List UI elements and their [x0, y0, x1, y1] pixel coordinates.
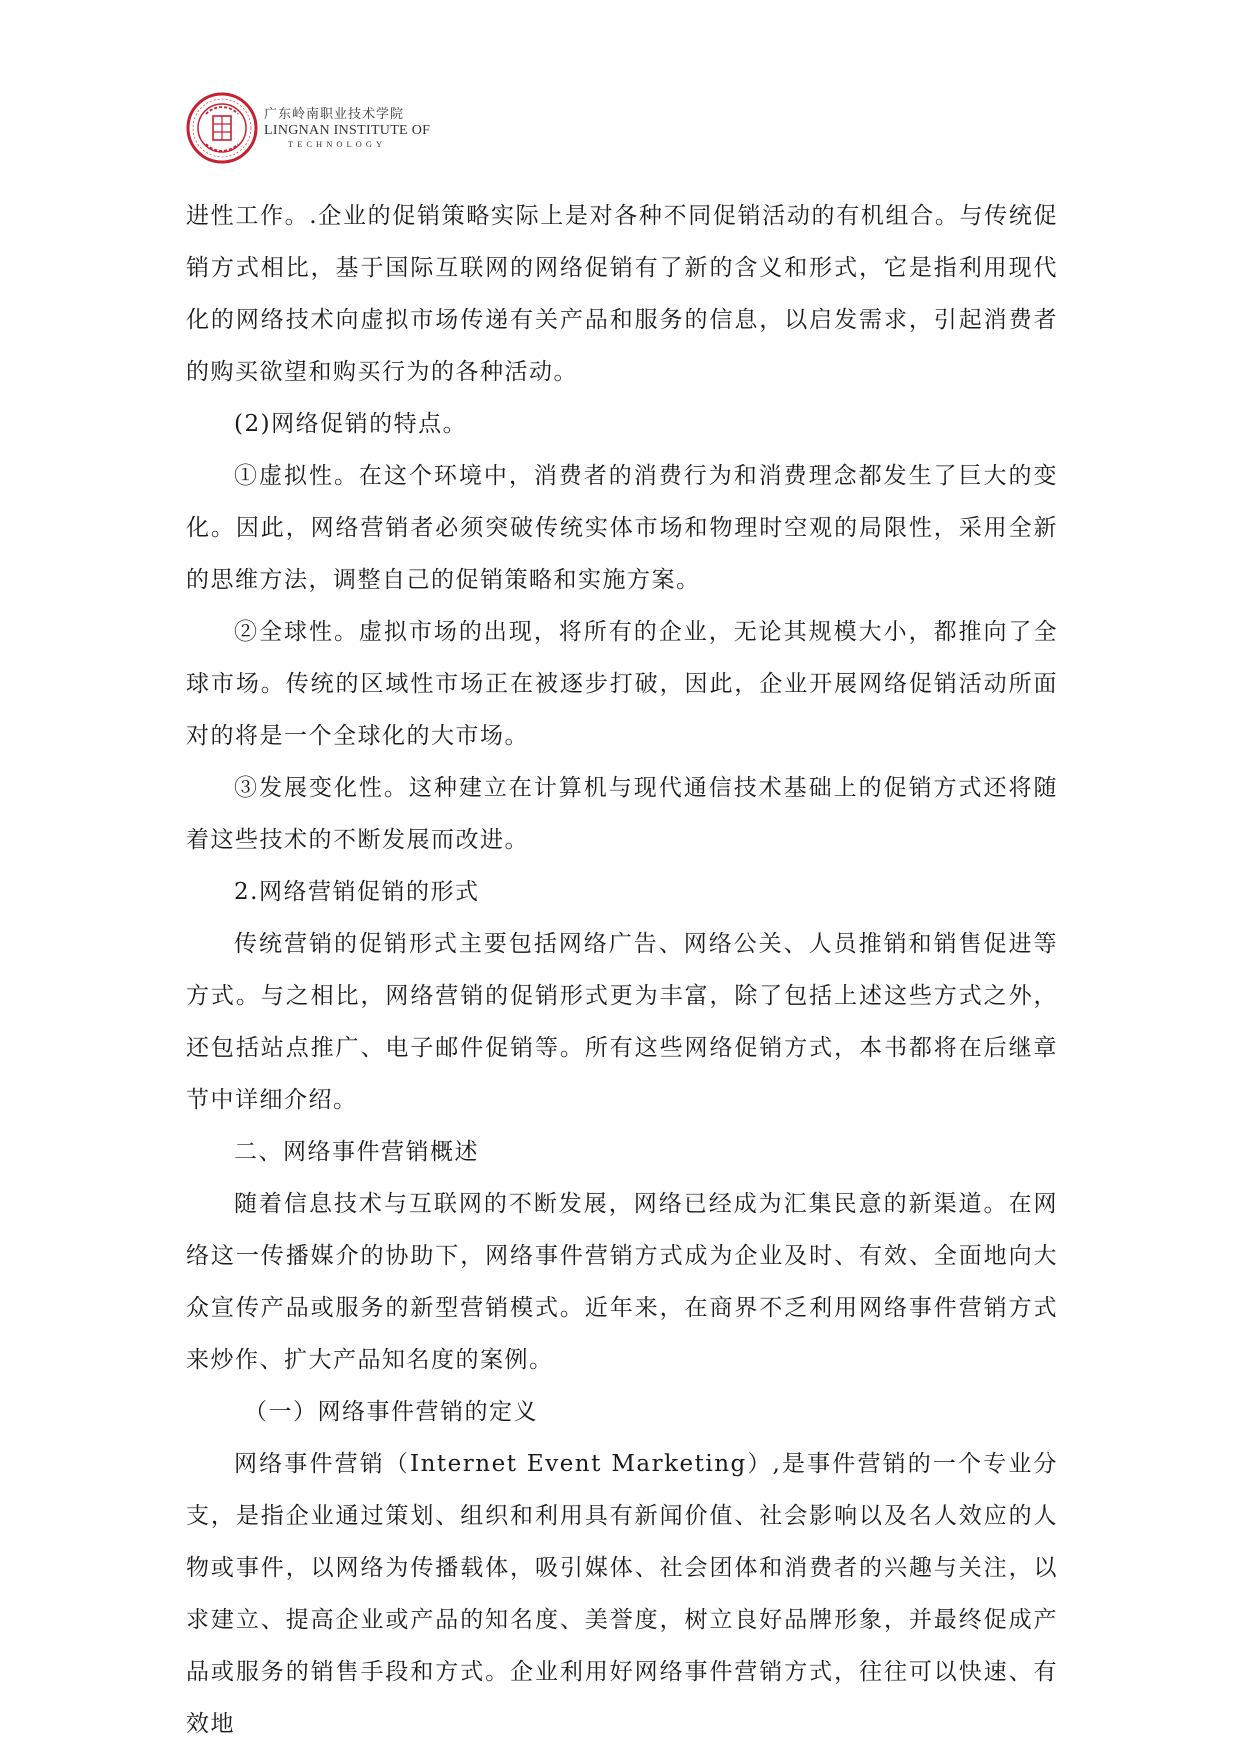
heading-promotion-features: (2)网络促销的特点。	[234, 411, 468, 437]
paragraph-globality: ②全球性。虚拟市场的出现，将所有的企业，无论其规模大小，都推向了全球市场。传统的区域性市场正在被逐步打破，因此，企业开展网络促销活动所面对的将是一个全球化的大市场。	[186, 619, 1058, 749]
heading-promotion-forms: 2.网络营销促销的形式	[234, 879, 480, 905]
heading-event-marketing-overview: 二、网络事件营销概述	[234, 1139, 479, 1165]
school-name-chinese: 广东岭南职业技术学院	[264, 106, 405, 122]
paragraph-promotion-intro: 进性工作。.企业的促销策略实际上是对各种不同促销活动的有机组合。与传统促销方式相比，基于国际互联网的网络促销有了新的含义和形式，它是指利用现代化的网络技术向虚拟市场传递有关产品和服务的信息，以启发需求，引起消费者的购买欲望和购买行为的各种活动。	[186, 203, 1058, 385]
school-name-english-line2: TECHNOLOGY	[288, 138, 387, 149]
school-name-block	[264, 107, 430, 150]
heading-event-marketing-definition: （一）网络事件营销的定义	[244, 1399, 538, 1425]
school-name-english-line1: LINGNAN INSTITUTE OF	[264, 122, 431, 138]
paragraph-development: ③发展变化性。这种建立在计算机与现代通信技术基础上的促销方式还将随着这些技术的不断发展而改进。	[186, 775, 1058, 853]
document-body	[186, 190, 1058, 1750]
paragraph-event-marketing-definition: 网络事件营销（Internet Event Marketing）,是事件营销的一个专业分支，是指企业通过策划、组织和利用具有新闻价值、社会影响以及名人效应的人物或事件，以网络为传播载体，吸引媒体、社会团体和消费者的兴趣与关注，以求建立、提高企业或产品的知名度、美誉度，树立良好品牌形象，并最终促成产品或服务的销售手段和方式。企业利用好网络事件营销方式，往往可以快速、有效地	[186, 1451, 1058, 1737]
paragraph-promotion-forms: 传统营销的促销形式主要包括网络广告、网络公关、人员推销和销售促进等方式。与之相比，网络营销的促销形式更为丰富，除了包括上述这些方式之外，还包括站点推广、电子邮件促销等。所有这些网络促销方式，本书都将在后继章节中详细介绍。	[186, 931, 1058, 1113]
paragraph-event-marketing-overview: 随着信息技术与互联网的不断发展，网络已经成为汇集民意的新渠道。在网络这一传播媒介的协助下，网络事件营销方式成为企业及时、有效、全面地向大众宣传产品或服务的新型营销模式。近年来，在商界不乏利用网络事件营销方式来炒作、扩大产品知名度的案例。	[186, 1191, 1058, 1373]
school-seal-logo	[186, 92, 258, 164]
page-header	[186, 92, 430, 164]
paragraph-virtuality: ①虚拟性。在这个环境中，消费者的消费行为和消费理念都发生了巨大的变化。因此，网络营销者必须突破传统实体市场和物理时空观的局限性，采用全新的思维方法，调整自己的促销策略和实施方案。	[186, 463, 1058, 593]
